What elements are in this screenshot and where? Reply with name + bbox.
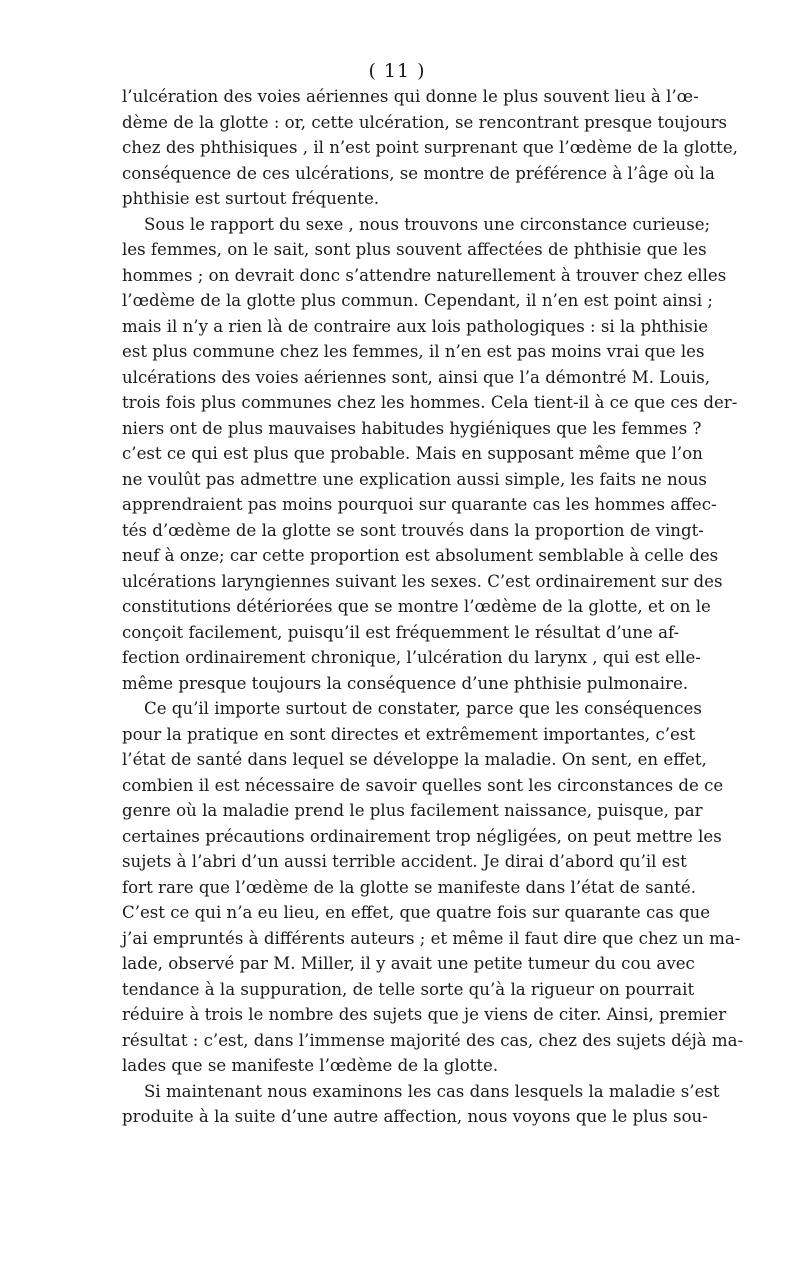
text-line: fection ordinairement chronique, l’ulcération du larynx , qui est elle- xyxy=(122,648,701,667)
text-line: même presque toujours la conséquence d’une phthisie pulmonaire. xyxy=(122,673,689,693)
text-line: tés d’œdème de la glotte se sont trouvés dans la proportion de vingt- xyxy=(122,520,704,540)
text-line: est plus commune chez les femmes, il n’en est pas moins vrai que les xyxy=(122,342,705,361)
text-line: tendance à la suppuration, de telle sorte qu’à la rigueur on pourrait xyxy=(122,979,695,999)
text-line: l’ulcération des voies aériennes qui donne le plus souvent lieu à l’œ- xyxy=(122,87,699,106)
text-line: conçoit facilement, puisqu’il est fréquemment le résultat d’une af- xyxy=(122,622,680,642)
paragraph xyxy=(122,696,744,1079)
text-line: constitutions détériorées que se montre l’œdème de la glotte, et on le xyxy=(122,597,711,616)
text-line: chez des phthisiques , il n’est point surprenant que l’œdème de la glotte, xyxy=(122,138,738,157)
text-line: Si maintenant nous examinons les cas dans lesquels la maladie s’est xyxy=(144,1081,720,1101)
paragraph xyxy=(122,84,738,212)
text-line: certaines précautions ordinairement trop négligées, on peut mettre les xyxy=(122,826,722,846)
text-line: réduire à trois le nombre des sujets que je viens de citer. Ainsi, premier xyxy=(122,1005,727,1024)
text-line: l’œdème de la glotte plus commun. Cependant, il n’en est point ainsi ; xyxy=(122,291,713,310)
text-line: j’ai empruntés à différents auteurs ; et même il faut dire que chez un ma- xyxy=(122,928,741,948)
text-body xyxy=(122,84,744,1130)
text-line: phthisie est surtout fréquente. xyxy=(122,189,380,208)
text-line: Ce qu’il importe surtout de constater, parce que les conséquences xyxy=(144,699,702,718)
text-line: C’est ce qui n’a eu lieu, en effet, que quatre fois sur quarante cas que xyxy=(122,903,711,922)
text-line: conséquence de ces ulcérations, se montre de préférence à l’âge où la xyxy=(122,163,715,183)
text-line: ne voulût pas admettre une explication aussi simple, les faits ne nous xyxy=(122,469,707,489)
paragraph xyxy=(122,1079,720,1130)
text-line: dème de la glotte : or, cette ulcération, se rencontrant presque toujours xyxy=(122,112,728,132)
paragraph xyxy=(122,212,738,697)
text-line: mais il n’y a rien là de contraire aux lois pathologiques : si la phthisie xyxy=(122,316,709,336)
page-number: ( 11 ) xyxy=(368,60,426,82)
text-line: lade, observé par M. Miller, il y avait une petite tumeur du cou avec xyxy=(122,954,695,973)
text-line: pour la pratique en sont directes et extrêmement importantes, c’est xyxy=(122,724,696,744)
text-line: genre où la maladie prend le plus facilement naissance, puisque, par xyxy=(122,801,703,820)
text-line: fort rare que l’œdème de la glotte se manifeste dans l’état de santé. xyxy=(122,877,697,897)
text-line: combien il est nécessaire de savoir quelles sont les circonstances de ce xyxy=(122,775,724,795)
text-line: Sous le rapport du sexe , nous trouvons une circonstance curieuse; xyxy=(144,214,711,234)
text-line: ulcérations des voies aériennes sont, ainsi que l’a démontré M. Louis, xyxy=(122,367,711,387)
text-line: niers ont de plus mauvaises habitudes hygiéniques que les femmes ? xyxy=(122,418,702,438)
text-line: apprendraient pas moins pourquoi sur quarante cas les hommes affec- xyxy=(122,495,717,514)
text-line: neuf à onze; car cette proportion est absolument semblable à celle des xyxy=(122,546,719,565)
text-line: produite à la suite d’une autre affection, nous voyons que le plus sou- xyxy=(122,1107,708,1126)
text-line: hommes ; on devrait donc s’attendre naturellement à trouver chez elles xyxy=(122,265,727,285)
document-page xyxy=(122,58,744,1130)
text-line: sujets à l’abri d’un aussi terrible accident. Je dirai d’abord qu’il est xyxy=(122,852,687,871)
text-line: c’est ce qui est plus que probable. Mais en supposant même que l’on xyxy=(122,444,703,463)
text-line: résultat : c’est, dans l’immense majorité des cas, chez des sujets déjà ma- xyxy=(122,1030,744,1050)
text-line: l’état de santé dans lequel se développe la maladie. On sent, en effet, xyxy=(122,750,707,769)
text-line: lades que se manifeste l’œdème de la glotte. xyxy=(122,1056,499,1075)
text-line: ulcérations laryngiennes suivant les sexes. C’est ordinairement sur des xyxy=(122,571,723,591)
text-line: les femmes, on le sait, sont plus souvent affectées de phthisie que les xyxy=(122,240,707,259)
text-line: trois fois plus communes chez les hommes. Cela tient-il à ce que ces der- xyxy=(122,393,738,412)
